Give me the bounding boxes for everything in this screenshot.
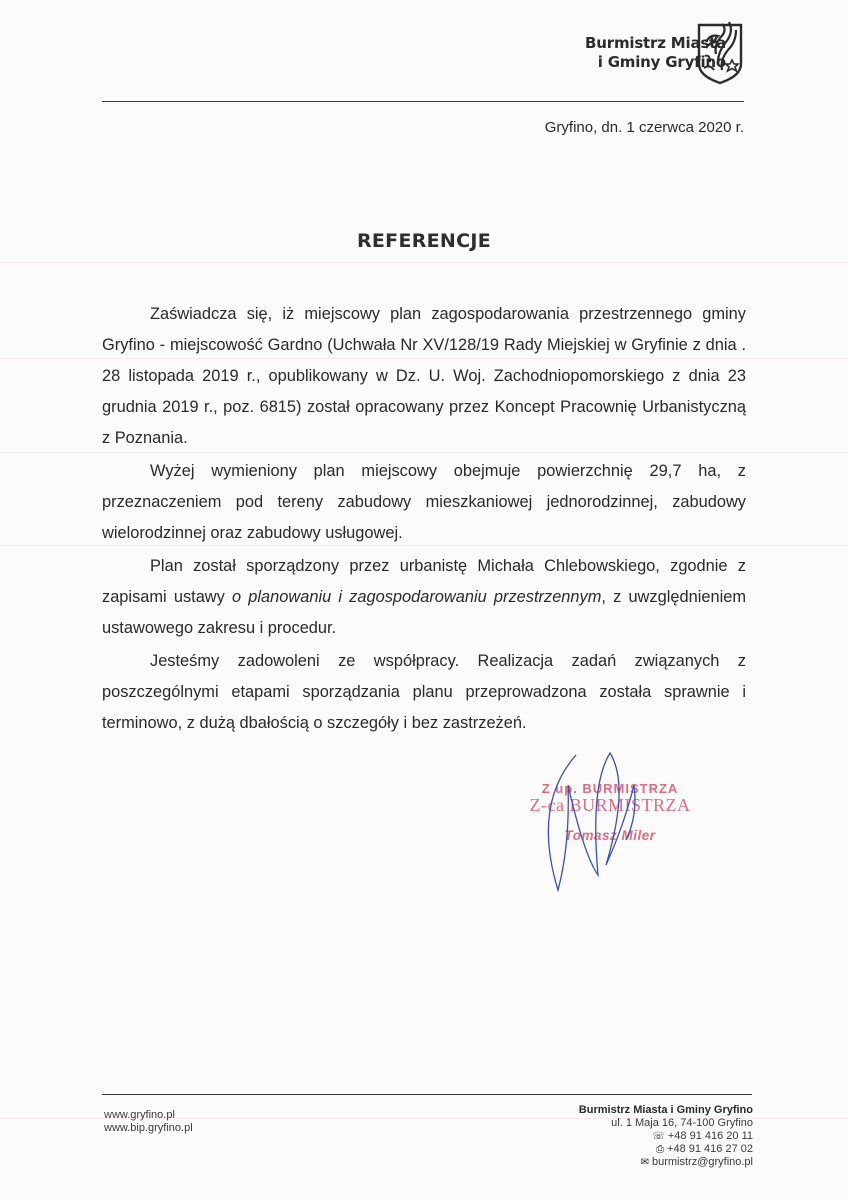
paragraph-3-text-a: Plan został sporządzony przez urbanistę Michała Chlebowskiego, zgodnie z zapisami ustawy	[102, 557, 746, 606]
phone-icon: ☏	[652, 1131, 665, 1142]
footer-contact	[579, 1104, 753, 1169]
footer-org-name: Burmistrz Miasta i Gminy Gryfino	[578, 1104, 753, 1116]
stamp-line2: Z-ca BURMISTRZA	[529, 795, 691, 815]
footer-fax	[579, 1143, 753, 1156]
website-link[interactable]: www.gryfino.pl	[104, 1109, 175, 1121]
org-name-line2: i Gminy Gryfino	[597, 53, 726, 71]
paragraph-4: Jesteśmy zadowoleni ze współpracy. Realizacja zadań związanych z poszczególnymi etapami sporządzania planu przeprowadzona została sprawnie i terminowo, z dużą dbałością o szczegóły i bez zastrzeżeń.	[102, 652, 746, 732]
header-divider	[102, 101, 744, 102]
paragraph-3	[102, 551, 746, 644]
stamp-name: Tomasz Miler	[564, 828, 656, 843]
footer-websites	[104, 1109, 193, 1135]
gryfino-coat-of-arms-icon	[696, 20, 744, 86]
paragraph-1: Zaświadcza się, iż miejscowy plan zagospodarowania przestrzennego gminy Gryfino - miejscowość Gardno (Uchwała Nr XV/128/19 Rady Miejskiej w Gryfinie z dnia . 28 listopada 2019 r., opublikowany w Dz. U. Woj. Zachodniopomorskiego z dnia 23 grudnia 2019 r., poz. 6815) został opracowany przez Koncept Pracownię Urbanistyczną z Poznania.	[102, 305, 746, 447]
fax-icon: ⎙	[656, 1144, 665, 1155]
paragraph-3-text-b: , z uwzględnieniem ustawowego zakresu i procedur.	[102, 588, 746, 637]
footer-address: ul. 1 Maja 16, 74-100 Gryfino	[611, 1117, 753, 1129]
envelope-icon: ✉	[640, 1157, 649, 1168]
act-title: o planowaniu i zagospodarowaniu przestrzennym	[232, 588, 602, 606]
email-link[interactable]: burmistrz@gryfino.pl	[651, 1156, 753, 1168]
letter-date: Gryfino, dn. 1 czerwca 2020 r.	[544, 119, 744, 136]
phone-number: +48 91 416 20 11	[667, 1130, 753, 1142]
stamp-line1: Z up. BURMISTRZA	[541, 781, 679, 796]
bip-link[interactable]: www.bip.gryfino.pl	[104, 1122, 193, 1134]
handwritten-signature	[540, 745, 690, 895]
footer-phone	[579, 1130, 753, 1143]
scan-artifact	[0, 262, 848, 263]
org-name-line1: Burmistrz Miasta	[585, 34, 726, 52]
document-title: REFERENCJE	[356, 230, 492, 252]
footer-email	[579, 1156, 753, 1169]
fax-number: +48 91 416 27 02	[667, 1143, 753, 1155]
letter-body	[102, 299, 746, 741]
paragraph-2: Wyżej wymieniony plan miejscowy obejmuje powierzchnię 29,7 ha, z przeznaczeniem pod tereny zabudowy mieszkaniowej jednorodzinnej, zabudowy wielorodzinnej oraz zabudowy usługowej.	[102, 462, 746, 542]
footer-divider	[102, 1094, 752, 1095]
